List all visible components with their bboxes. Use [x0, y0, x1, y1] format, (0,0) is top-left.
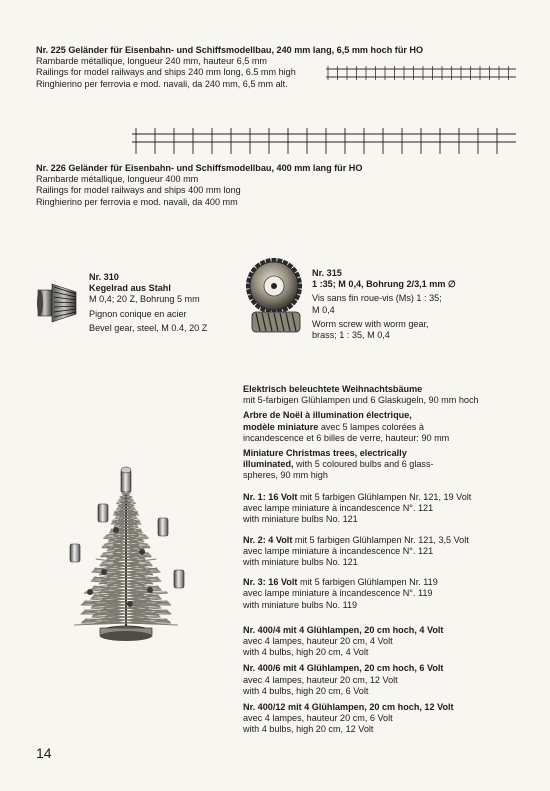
product-315-en2: brass; 1 : 35, M 0,4 — [312, 330, 390, 341]
christmas-tree-image — [66, 464, 190, 646]
trees-fr-title1: Arbre de Noël à illumination électrique, — [243, 410, 412, 421]
variant-fr: avec 4 lampes, hauteur 20 cm, 12 Volt — [243, 674, 398, 685]
variant-heading: Nr. 400/12 mit 4 Glühlampen, 20 cm hoch, 12 Volt — [243, 702, 454, 713]
product-315-fr2: M 0,4 — [312, 304, 335, 315]
trees-en-title1: Miniature Christmas trees, electrically — [243, 448, 407, 459]
product-225-it: Ringhierino per ferrovia e mod. navali, da 240 mm, 6,5 mm alt. — [36, 78, 288, 89]
variant-heading: Nr. 3: 16 Volt — [243, 577, 298, 588]
trees-en-sub2: with 5 coloured bulbs and 6 glass- — [293, 459, 434, 470]
variant-heading-rest: mit 5 farbigen Glühlampen Nr. 121, 19 Volt — [297, 492, 472, 502]
variant-400-12 — [243, 702, 471, 736]
variant-fr: avec lampe miniature à incandescence N°. 121 — [243, 545, 434, 556]
page-number: 14 — [36, 745, 52, 761]
product-226-title: Nr. 226 Geländer für Eisenbahn- und Schiffsmodellbau, 400 mm lang für HO — [36, 163, 363, 173]
variant-fr: avec lampe miniature à incandescence N°. 119 — [243, 588, 433, 599]
product-315-text — [312, 268, 456, 341]
variant-heading-rest: mit 5 farbigen Glühlampen Nr. 121, 3,5 Volt — [292, 534, 469, 545]
variant-en: with miniature bulbs No. 121 — [243, 557, 358, 568]
trees-fr-sub2: avec 5 lampes colorées à — [318, 421, 424, 432]
trees-fr-sub3: incandescence et 6 billes de verre, hauteur: 90 mm — [243, 432, 450, 443]
variants-list — [243, 492, 471, 736]
product-315-fr1: Vis sans fin roue-vis (Ms) 1 : 35; — [312, 293, 442, 304]
trees-en-title2: illuminated, — [243, 459, 294, 470]
railing-400-image — [132, 128, 516, 154]
product-310-en: Bevel gear, steel, M 0.4, 20 Z — [89, 322, 208, 333]
variant-fr: avec lampe miniature à incandescence N°. 121 — [243, 503, 434, 514]
variant-heading: Nr. 1: 16 Volt — [243, 492, 298, 502]
product-310-fr: Pignon conique en acier — [89, 308, 187, 319]
product-226-en: Railings for model railways and ships 400 mm long — [36, 185, 241, 196]
variant-1 — [243, 492, 471, 526]
product-225-en: Railings for model railways and ships 240 mm long, 6.5 mm high — [36, 67, 296, 78]
variant-fr: avec 4 lampes, hauteur 20 cm, 4 Volt — [243, 636, 393, 647]
product-310-text — [89, 272, 207, 334]
bevel-gear-image — [36, 278, 84, 324]
variant-heading: Nr. 400/6 mit 4 Glühlampen, 20 cm hoch, 6 Volt — [243, 663, 444, 674]
product-315-nr: Nr. 315 — [312, 268, 342, 278]
variant-en: with 4 bulbs, high 20 cm, 6 Volt — [243, 685, 369, 696]
product-315-en1: Worm screw with worm gear, — [312, 318, 429, 329]
variant-400-6 — [243, 663, 471, 697]
variant-en: with 4 bulbs, high 20 cm, 12 Volt — [243, 724, 374, 735]
variant-fr: avec 4 lampes, hauteur 20 cm, 6 Volt — [243, 713, 393, 724]
trees-en-sub3: spheres, 90 mm high — [243, 470, 328, 481]
variant-heading: Nr. 2: 4 Volt — [243, 534, 293, 545]
worm-gear-image — [240, 256, 308, 336]
product-310-nr: Nr. 310 — [89, 272, 119, 282]
product-226-fr: Rambarde métallique, longueur 400 mm — [36, 174, 199, 185]
product-310-title: Kegelrad aus Stahl — [89, 283, 171, 294]
variant-en: with miniature bulbs No. 119 — [243, 599, 358, 610]
variant-heading: Nr. 400/4 mit 4 Glühlampen, 20 cm hoch, 4 Volt — [243, 624, 444, 635]
trees-de-title: Elektrisch beleuchtete Weihnachtsbäume — [243, 384, 423, 394]
product-226-text — [36, 163, 362, 208]
railing-240-image — [326, 66, 516, 80]
variant-en: with miniature bulbs No. 121 — [243, 514, 358, 525]
variant-400-4 — [243, 625, 471, 659]
variant-3 — [243, 577, 471, 611]
product-315-title: 1 :35; M 0,4, Bohrung 2/3,1 mm ∅ — [312, 279, 456, 290]
trees-description — [243, 384, 479, 482]
product-225-title: Nr. 225 Geländer für Eisenbahn- und Schiffsmodellbau, 240 mm lang, 6,5 mm hoch für HO — [36, 45, 424, 55]
variant-2 — [243, 535, 471, 569]
product-226-it: Ringhierino per ferrovia e mod. navali, da 400 mm — [36, 196, 238, 207]
trees-de-sub: mit 5-farbigen Glühlampen und 6 Glaskugeln, 90 mm hoch — [243, 395, 479, 406]
product-310-de: M 0,4; 20 Z, Bohrung 5 mm — [89, 294, 200, 305]
product-225-fr: Rambarde métallique, longueur 240 mm, hauteur 6,5 mm — [36, 56, 267, 67]
trees-fr-title2: modèle miniature — [243, 421, 319, 432]
variant-heading-rest: mit 5 farbigen Glühlampen Nr. 119 — [297, 577, 438, 588]
variant-en: with 4 bulbs, high 20 cm, 4 Volt — [243, 647, 369, 658]
